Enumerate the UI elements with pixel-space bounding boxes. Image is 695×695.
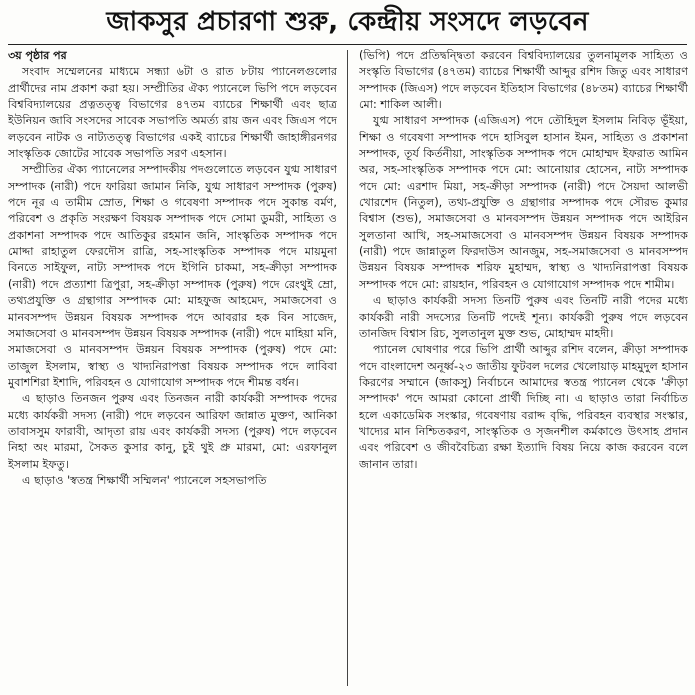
headline: জাকসুর প্রচারণা শুরু, কেন্দ্রীয় সংসদে লড়বেন (106, 7, 589, 37)
jump-label: ৩য় পৃষ্ঠার পর (8, 49, 67, 62)
headline-rule (8, 44, 687, 45)
left-paragraph-3: এ ছাড়াও তিনজন পুরুষ এবং তিনজন নারী কার্যকরী সম্পাদক পদের মধ্যে কার্যকরী সদস্য (নারী) পদে লড়বেন আরিফা জান্নাত মুক্তণ, আনিকা তাবাসসুম ফারাবী, আদৃতা রায় এবং কার্যকরী সদস্য (পুরুষ) পদে লড়বেন নিহা অং মারমা, সৈকত কুসার কানু, চুই থুই প্রু মারমা, মো: এরফানুল ইসলাম ইফতু। (8, 392, 337, 471)
left-paragraph-4: এ ছাড়াও 'স্বতন্ত্র শিক্ষার্থী সম্মিলন' প্যানেলে সহসভাপতি (22, 473, 267, 487)
right-paragraph-3: এ ছাড়াও কার্যকরী সদস্য তিনটি পুরুষ এবং তিনটি নারী পদের মধ্যে কার্যকরী নারী সদস্যের তিনটি পদেই শূন্য। কার্যকরী পুরুষ পদে লড়বেন তানজিদ বিশ্বাস রিচ, সুলতানুল মুক্ত শুভ, মোহাম্মদ মাহদী। (359, 294, 688, 340)
right-column (359, 48, 688, 691)
left-paragraph-2: সম্প্রীতির ঐক্য প্যানেলের সম্পাদকীয় পদগুলোতে লড়বেন যুগ্ম সাধারণ সম্পাদক (নারী) পদে ফারিয়া জামান নিকি, যুগ্ম সাধারণ সম্পাদক (পুরুষ) পদে নূর এ তামীম স্রোত, শিক্ষা ও গবেষণা সম্পাদক পদে সুকান্ত বর্মণ, পরিবেশ ও প্রকৃতি সংরক্ষণ বিষয়ক সম্পাদক পদে সোমা ডুমরী, সাহিত্য ও প্রকাশনা সম্পাদক পদে আতিকুর রহমান জনি, সাংস্কৃতিক সম্পাদক পদে মোদ্দা রাহাতুল ফেরদৌস রাত্রি, সহ-সাংস্কৃতিক সম্পাদক পদে মায়মুনা বিনতে সাইফুল, নাট্য সম্পাদক পদে ইগিনি চাকমা, সহ-ক্রীড়া সম্পাদক (নারী) পদে প্রত্যাশা ত্রিপুরা, সহ-ক্রীড়া সম্পাদক (পুরুষ) পদে রেংথুই ম্রো, তথ্যপ্রযুক্তি ও গ্রন্থাগার সম্পাদক মো: মাহফুজ আহমেদ, সমাজসেবা ও মানবসম্পদ উন্নয়ন বিষয়ক সম্পাদক পদে আবরার হক বিন সাজেদ, সমাজসেবা ও মানবসম্পদ উন্নয়ন বিষয়ক সম্পাদক (নারী) পদে মাহিয়া মনি, সমাজসেবা ও মানবসম্পদ উন্নয়ন বিষয়ক সম্পাদক (পুরুষ) পদে মো: তাজুল ইসলাম, স্বাস্থ্য ও খাদ্যনিরাপত্তা বিষয়ক সম্পাদক পদে লাবিবা মুবাশশিরা ইশাদি, পরিবহন ও যোগাযোগ সম্পাদক পদে শীমন্ত বর্ধন। (8, 163, 337, 389)
right-paragraph-1: (ভিপি) পদে প্রতিদ্বন্দ্বিতা করবেন বিশ্ববিদ্যালয়ের তুলনামূলক সাহিত্য ও সংস্কৃতি বিভাগের (৪৭তম) ব্যাচের শিক্ষার্থী আব্দুর রশিদ জিতু এবং সাধারণ সম্পাদক (জিএস) পদে লড়বেন ইতিহাস বিভাগের (৪৮তম) ব্যাচের শিক্ষার্থী মো: শাকিল আলী। (359, 49, 688, 112)
left-column (8, 48, 337, 691)
left-paragraph-1: সংবাদ সম্মেলনের মাধ্যমে সন্ধ্যা ৬টা ও রাত ৮টায় প্যানেলগুলোর প্রার্থীদের নাম প্রকাশ করা হয়। সম্প্রীতির ঐক্য প্যানেলে ভিপি পদে লড়বেন বিশ্ববিদ্যালয়ের প্রত্নতত্ত্ব বিভাগের ৪৭তম ব্যাচের শিক্ষার্থী এবং ছাত্র ইউনিয়ন জাবি সংসদের সাবেক সভাপতি অমর্ত্য রায় জন এবং জিএস পদে লড়বেন নাটক ও নাট্যতত্ত্ব বিভাগের একই ব্যাচের শিক্ষার্থী জাহাঙ্গীরনগর সাংস্কৃতিক জোটের সাবেক সভাপতি সরণ এহসান। (8, 65, 337, 161)
right-paragraph-4: প্যানেল ঘোষণার পরে ভিপি প্রার্থী আব্দুর রশিদ বলেন, ক্রীড়া সম্পাদক পদে বাংলাদেশ অনূর্ধ্ব-২৩ জাতীয় ফুটবল দলের খেলোয়াড় মাহমুদুল হাসান কিরণের সম্মানে (জাকসু) নির্বাচনে আমাদের স্বতন্ত্র প্যানেল থেকে 'ক্রীড়া সম্পাদক' পদে আমরা কোনো প্রার্থী দিচ্ছি না। এ ছাড়াও তারা নির্বাচিত হলে একাডেমিক সংস্কার, গবেষণায় বরাদ্দ বৃদ্ধি, পরিবহন ব্যবস্থার সংস্কার, খাদ্যের মান নিশ্চিতকরণ, সাংস্কৃতিক ও সৃজনশীল কর্মকাণ্ডে উৎসাহ প্রদান এবং পরিবেশ ও জীববৈচিত্র্য রক্ষা ইত্যাদি বিষয় নিয়ে কাজ করবেন বলে জানান তারা। (359, 343, 688, 471)
column-divider (347, 50, 348, 686)
right-paragraph-2: যুগ্ম সাধারণ সম্পাদক (এজিএস) পদে তৌহিদুল ইসলাম নিবিড় ভূঁইয়া, শিক্ষা ও গবেষণা সম্পাদক পদে হাসিবুল হাসান ইমন, সাহিত্য ও প্রকাশনা সম্পাদক, তূর্য কির্তনীয়া, সাংস্কৃতিক সম্পাদক পদে মোহাম্মদ ইফরাত আমিন অর, সহ-সাংস্কৃতিক সম্পাদক পদে মো: আনোয়ার হোসেন, নাট্য সম্পাদক পদে মো: এরশাদ মিয়া, সহ-ক্রীড়া সম্পাদক (নারী) পদে সৈয়দা আলভী খোরশেদ (নিতুল), তথ্য-প্রযুক্তি ও গ্রন্থাগার সম্পাদক পদে সৌরভ কুমার বিশ্বাস (শুভ), সমাজসেবা ও মানবসম্পদ উন্নয়ন সম্পাদক পদে আইরিন সুলতানা আখি, সহ-সমাজসেবা ও মানবসম্পদ উন্নয়ন বিষয়ক সম্পাদক (নারী) পদে জান্নাতুল ফিরদাউস আনজুম, সহ-সমাজসেবা ও মানবসম্পদ উন্নয়ন বিষয়ক সম্পাদক শরিফ মুহাম্মদ, স্বাস্থ্য ও খাদ্যনিরাপত্তা বিষয়ক সম্পাদক পদে মো: রায়হান, পরিবহন ও যোগাযোগ সম্পাদক পদে শামীম। (359, 114, 688, 291)
